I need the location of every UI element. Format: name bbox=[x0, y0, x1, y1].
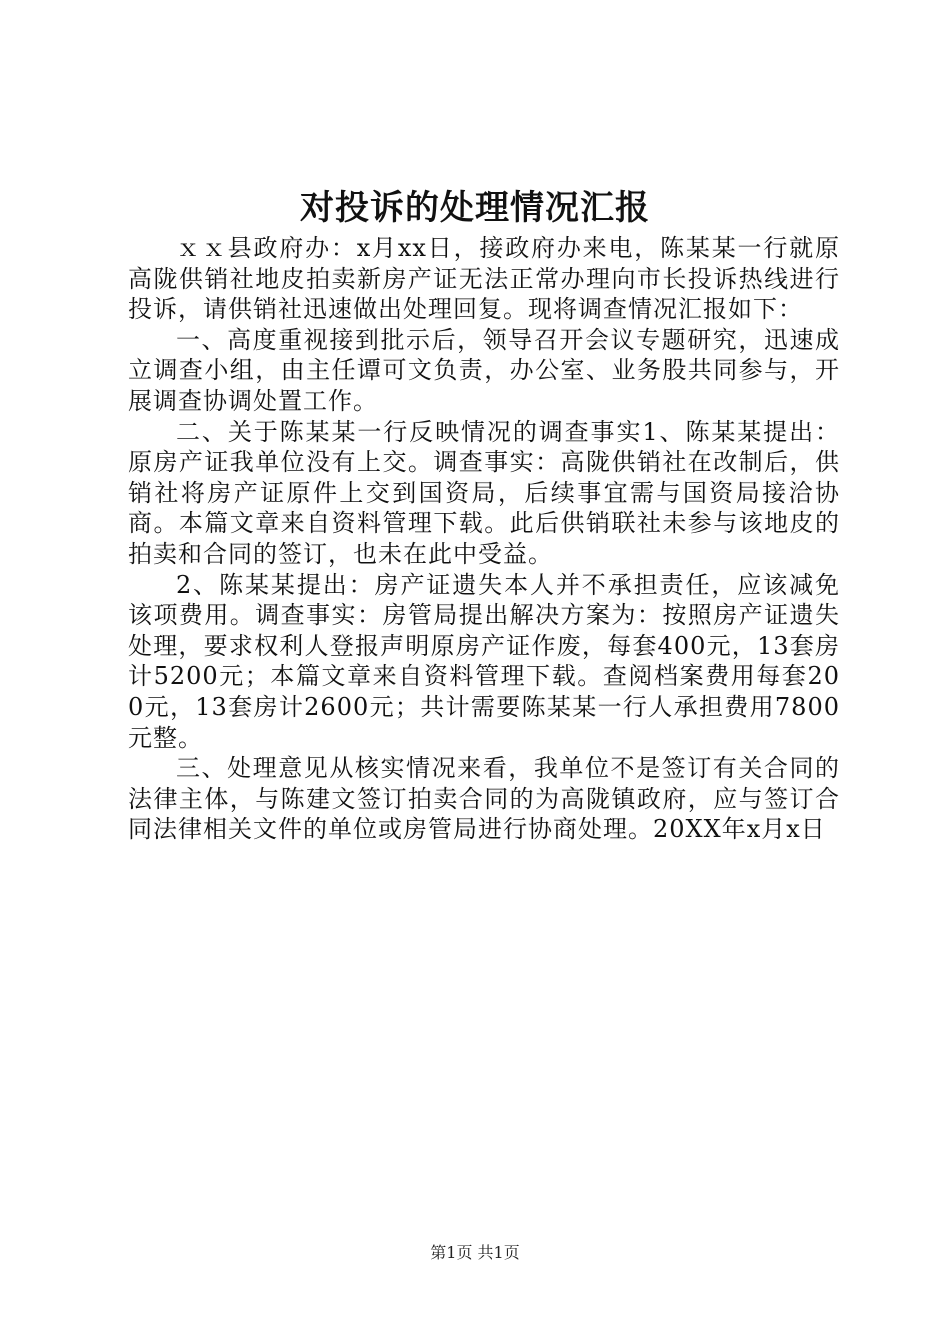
document-title: 对投诉的处理情况汇报 bbox=[300, 188, 650, 228]
paragraph-section-1: 一、高度重视接到批示后，领导召开会议专题研究，迅速成立调查小组，由主任谭可文负责，办公室、业务股共同参与，开展调查协调处置工作。 bbox=[128, 325, 840, 415]
document-body bbox=[128, 233, 840, 845]
paragraph-section-2-item-2: 2、陈某某提出：房产证遗失本人并不承担责任，应该减免该项费用。调查事实：房管局提出解决方案为：按照房产证遗失处理，要求权利人登报声明原房产证作废，每套400元，13套房计5200元；本篇文章来自资料管理下载。查阅档案费用每套200元，13套房计2600元；共计需要陈某某一行人承担费用7800元整。 bbox=[128, 570, 840, 752]
paragraph-section-3: 三、处理意见从核实情况来看，我单位不是签订有关合同的法律主体，与陈建文签订拍卖合同的为高陇镇政府，应与签订合同法律相关文件的单位或房管局进行协商处理。20XX年x月x日 bbox=[128, 754, 840, 844]
page-footer: 第1页 共1页 bbox=[430, 1243, 520, 1262]
paragraph-section-2: 二、关于陈某某一行反映情况的调查事实1、陈某某提出：原房产证我单位没有上交。调查事实：高陇供销社在改制后，供销社将房产证原件上交到国资局，后续事宜需与国资局接洽协商。本篇文章来自资料管理下载。此后供销联社未参与该地皮的拍卖和合同的签订，也未在此中受益。 bbox=[128, 417, 840, 568]
paragraph-intro: ｘｘ县政府办：x月xx日，接政府办来电，陈某某一行就原高陇供销社地皮拍卖新房产证无法正常办理向市长投诉热线进行投诉，请供销社迅速做出处理回复。现将调查情况汇报如下： bbox=[128, 234, 840, 324]
